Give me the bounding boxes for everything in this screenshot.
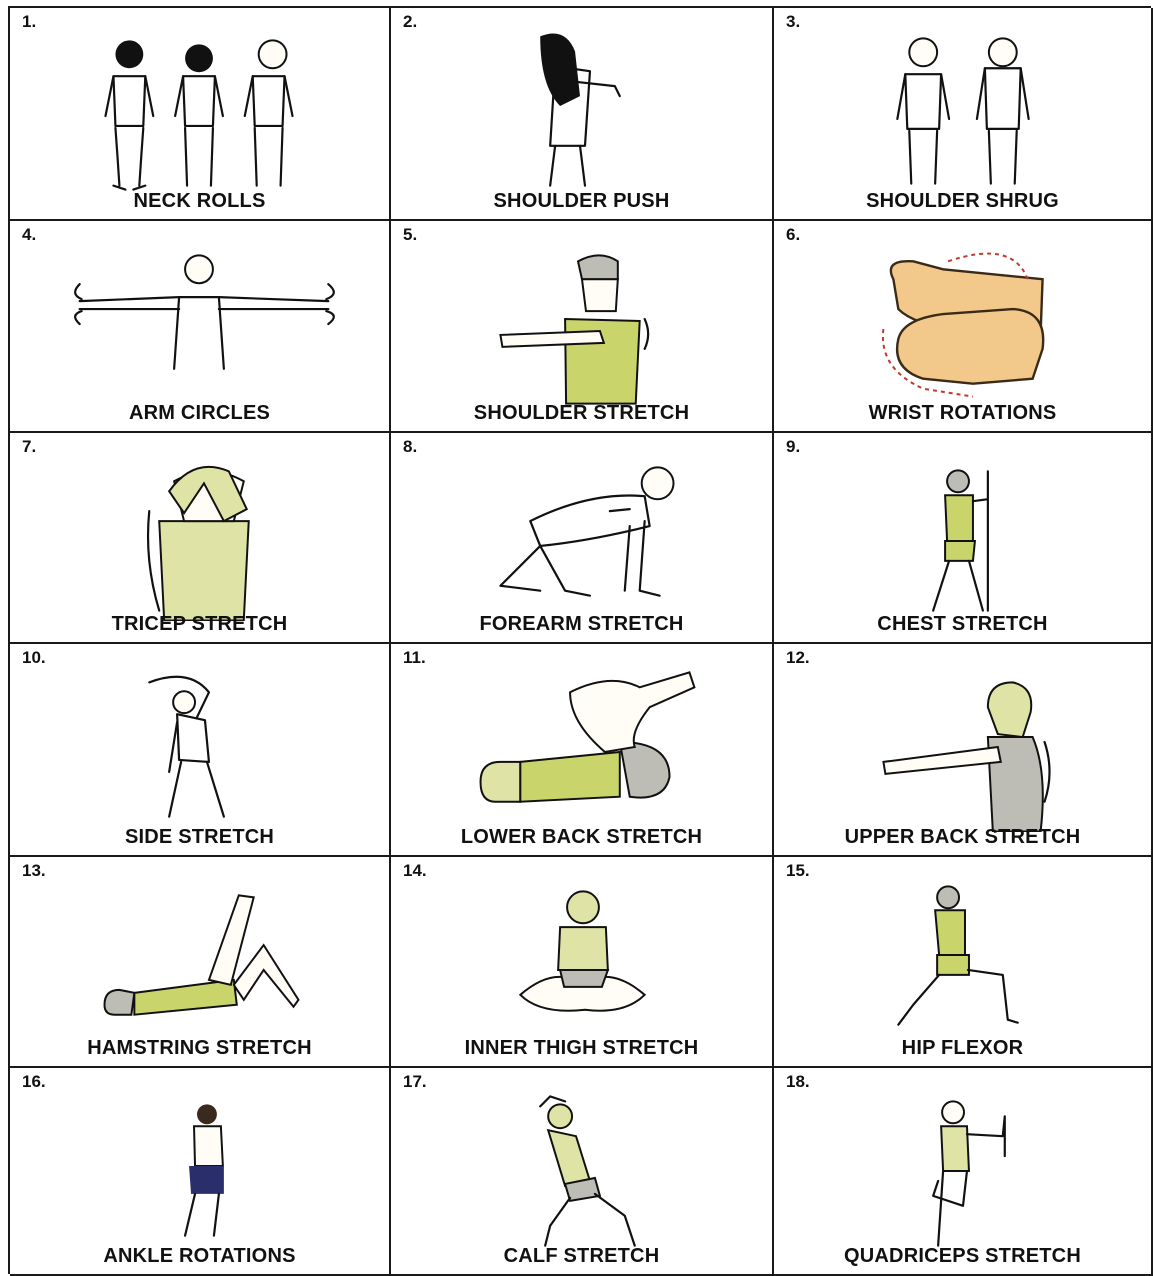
exercise-title: QUADRICEPS STRETCH [844,1245,1081,1267]
exercise-title: WRIST ROTATIONS [868,402,1057,424]
exercise-card-hip-flexor [774,857,1153,1068]
wrist-hands-icon [774,239,1151,409]
tricep-figure-icon [10,451,389,621]
tricep-stretch-illustration [10,451,389,621]
exercise-title: LOWER BACK STRETCH [460,826,703,848]
exercise-number: 2. [403,12,418,31]
calf-stretch-illustration [391,1086,772,1256]
exercise-number: 5. [403,225,418,244]
inner-thigh-stretch-illustration [391,875,772,1045]
lying-leg-raise-figure-icon [10,875,389,1045]
exercise-number: 8. [403,437,418,456]
exercise-card-neck-rolls [10,8,391,221]
calf-lunge-figure-icon [391,1086,772,1256]
exercise-card-lower-back-stretch [391,644,774,857]
exercise-card-shoulder-stretch [391,221,774,433]
side-bend-figure-icon [10,662,389,832]
upper-back-stretch-illustration [774,662,1151,832]
shoulder-push-illustration [391,26,772,196]
exercise-number: 13. [22,861,46,880]
quad-figure-icon [774,1086,1151,1256]
exercise-number: 17. [403,1072,427,1091]
exercise-title: ANKLE ROTATIONS [103,1245,296,1267]
exercise-number: 16. [22,1072,46,1091]
exercise-number: 10. [22,648,46,667]
exercise-card-shoulder-shrug [774,8,1153,221]
exercise-card-forearm-stretch [391,433,774,644]
lower-back-stretch-illustration [391,662,772,832]
exercise-title: CHEST STRETCH [877,613,1048,635]
ankle-rotations-illustration [10,1086,389,1256]
exercise-card-ankle-rotations [10,1068,391,1276]
neck-rolls-illustration [10,26,389,196]
exercise-number: 3. [786,12,801,31]
wrist-rotations-illustration [774,239,1151,409]
chest-stretch-illustration [774,451,1151,621]
exercise-title: HIP FLEXOR [901,1037,1024,1059]
shoulder-stretch-illustration [391,239,772,409]
exercise-card-arm-circles [10,221,391,433]
exercise-number: 7. [22,437,37,456]
standing-figure-icon [10,26,389,196]
exercise-title: INNER THIGH STRETCH [464,1037,699,1059]
exercise-card-calf-stretch [391,1068,774,1276]
exercise-title: SHOULDER STRETCH [473,402,690,424]
arm-circles-illustration [10,239,389,409]
quadriceps-stretch-illustration [774,1086,1151,1256]
hamstring-stretch-illustration [10,875,389,1045]
exercise-card-shoulder-push [391,8,774,221]
arm-circles-figure-icon [10,239,389,409]
kneeling-figure-icon [391,451,772,621]
chest-stretch-figure-icon [774,451,1151,621]
exercise-title: SHOULDER PUSH [493,190,670,212]
exercise-number: 9. [786,437,801,456]
butterfly-figure-icon [391,875,772,1045]
shrugging-figure-icon [774,26,1151,196]
exercise-number: 18. [786,1072,810,1091]
reaching-figure-icon [774,662,1151,832]
exercise-number: 4. [22,225,37,244]
exercise-card-side-stretch [10,644,391,857]
exercise-card-wrist-rotations [774,221,1153,433]
side-stretch-illustration [10,662,389,832]
exercise-card-chest-stretch [774,433,1153,644]
exercise-title: HAMSTRING STRETCH [87,1037,312,1059]
exercise-card-upper-back-stretch [774,644,1153,857]
lunge-figure-icon [774,875,1151,1045]
shoulder-shrug-illustration [774,26,1151,196]
exercise-number: 14. [403,861,427,880]
exercise-card-tricep-stretch [10,433,391,644]
hip-flexor-illustration [774,875,1151,1045]
lying-knee-figure-icon [391,662,772,832]
exercise-card-inner-thigh-stretch [391,857,774,1068]
exercise-number: 6. [786,225,801,244]
shoulder-stretch-figure-icon [391,239,772,409]
exercise-title: TRICEP STRETCH [111,613,288,635]
exercise-number: 15. [786,861,810,880]
exercise-title: FOREARM STRETCH [479,613,684,635]
forearm-stretch-illustration [391,451,772,621]
exercise-number: 11. [403,648,426,667]
exercise-title: SIDE STRETCH [124,826,275,848]
exercise-title: UPPER BACK STRETCH [844,826,1081,848]
exercise-title: SHOULDER SHRUG [866,190,1059,212]
exercise-number: 12. [786,648,810,667]
exercise-chart [8,6,1151,1274]
exercise-title: NECK ROLLS [133,190,266,212]
exercise-number: 1. [22,12,37,31]
exercise-card-quadriceps-stretch [774,1068,1153,1276]
exercise-title: CALF STRETCH [503,1245,660,1267]
pushing-figure-icon [391,26,772,196]
exercise-card-hamstring-stretch [10,857,391,1068]
exercise-title: ARM CIRCLES [128,402,271,424]
ankle-figure-icon [10,1086,389,1256]
